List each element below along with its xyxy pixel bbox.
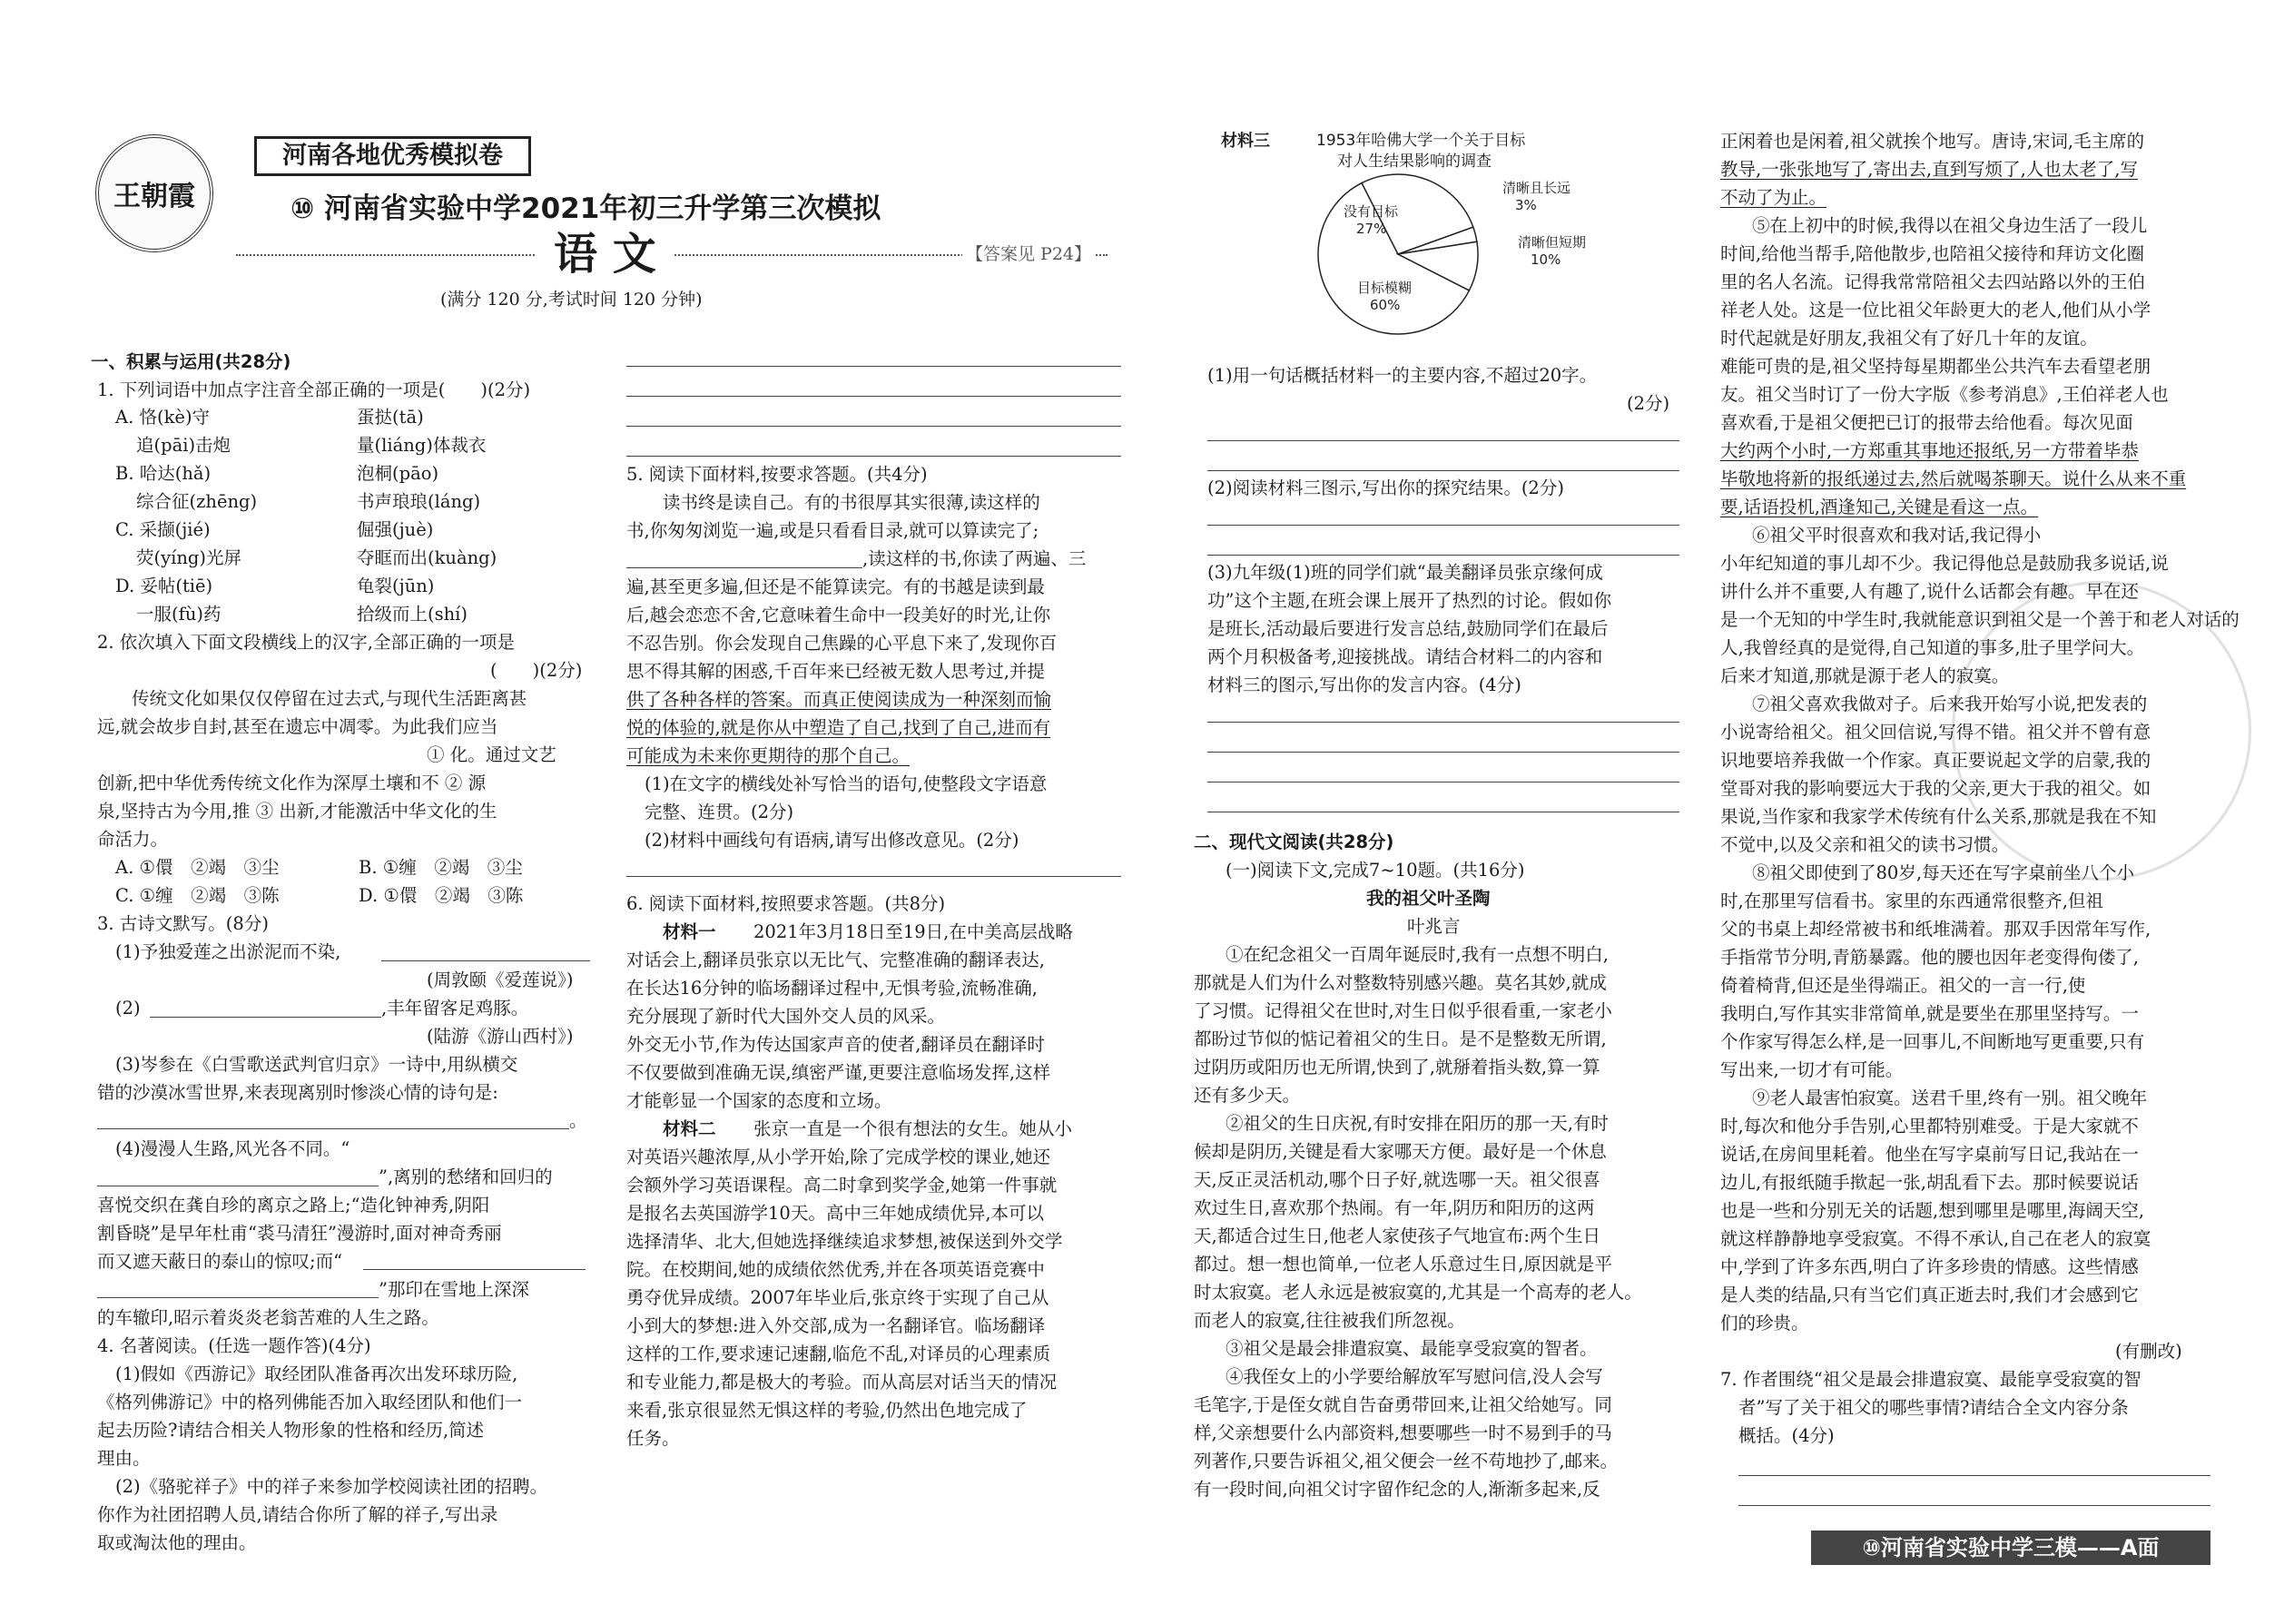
c4-l14: 要,话语投机,酒逢知己,关键是看这一点。 [1720, 497, 2039, 517]
q4-1a: (1)假如《西游记》取经团队准备再次出发环球历险, [115, 1363, 518, 1384]
para-3: ③祖父是最会排遣寂寞、最能享受寂寞的智者。 [1226, 1338, 1598, 1359]
q5-p5: 后,越会恋恋不舍,它意味着生命中一段美好的时光,让你 [626, 605, 1051, 625]
q5-stem: 5. 阅读下面材料,按要求答题。(共4分) [626, 464, 928, 485]
brand-tag: 河南各地优秀模拟卷 [254, 136, 531, 176]
answer-line [1207, 722, 1679, 723]
q2-passage-5: 泉,坚持古为今用,推 ③ 出新,才能激活中华文化的生 [97, 801, 497, 822]
q2-option-a: A. ①儇 ②竭 ③尘 [115, 857, 280, 878]
q1-c4: 夺眶而出(kuàng) [357, 547, 497, 568]
answer-line [1738, 1475, 2210, 1476]
pie-slice-label: 目标模糊 [1357, 280, 1413, 296]
q6-1a: (1)用一句话概括材料一的主要内容,不超过20字。 [1207, 365, 1598, 386]
material-2-p10: 和专业能力,都是极大的考验。而从高层对话当天的情况 [626, 1372, 1058, 1393]
article-note: (有删改) [2115, 1341, 2182, 1362]
c4-l18: 是一个无知的中学生时,我就能意识到祖父是一个善于和老人对话的 [1720, 609, 2240, 630]
para-1-l1: ①在纪念祖父一百周年诞辰时,我有一点想不明白, [1226, 944, 1609, 965]
q5-1a: (1)在文字的横线处补写恰当的语句,使整段文字语意 [645, 773, 1048, 794]
para-1-l5: 过阴历或阳历也无所谓,快到了,就掰着指头数,算一算 [1194, 1057, 1600, 1078]
chart-title-1: 1953年哈佛大学一个关于目标 [1316, 132, 1526, 150]
q2-passage-2: 远,就会故步自封,甚至在遗忘中凋零。为此我们应当 [97, 716, 498, 737]
q5-p8: 供了各种各样的答案。而真正使阅读成为一种深刻而愉 [626, 689, 1052, 710]
material-2-label: 材料二 [663, 1118, 716, 1139]
para-4-l1: ④我侄女上的小学要给解放军写慰问信,没人会写 [1226, 1366, 1603, 1387]
material-1-p5: 外交无小节,作为传达国家声音的使者,翻译员在翻译时 [626, 1034, 1045, 1055]
q6-3b: 功”这个主题,在班会课上展开了热烈的讨论。假如你 [1207, 590, 1612, 611]
c4-l17: 讲什么并不重要,人有趣了,说什么话都会有趣。早在还 [1720, 581, 2139, 602]
q4-2b: 你作为社团招聘人员,请结合你所了解的祥子,写出录 [97, 1504, 498, 1525]
c4-l28: 时,在那里写信看书。家里的东西通常很整齐,但祖 [1720, 891, 2103, 911]
q1-b1: B. 哈达(hǎ) [115, 463, 212, 484]
q2-score: ( )(2分) [490, 660, 583, 681]
para-2-l7: 时太寂寞。老人永远是被寂寞的,尤其是一个高寿的老人。 [1194, 1282, 1642, 1303]
c4-l16: 小年纪知道的事儿却不少。我记得他总是鼓励我多说话,说 [1720, 553, 2169, 574]
q1-b2: 泡桐(pāo) [357, 463, 439, 484]
material-2-p1: 张京一直是一个很有想法的女生。她从小 [753, 1118, 1073, 1139]
material-2-p11: 来看,张京很显然无惧这样的考验,仍然出色地完成了 [626, 1400, 1028, 1421]
q5-blank [626, 567, 862, 568]
c4-l20: 后来才知道,那就是源于老人的寂寞。 [1720, 665, 2010, 686]
q7-l1: 7. 作者围绕“祖父是最会排遣寂寞、最能享受寂寞的智 [1720, 1369, 2141, 1390]
material-2-p6: 院。在校期间,她的成绩依然优秀,并在各项英语竞赛中 [626, 1259, 1045, 1280]
material-1-p6: 不仅要做到准确无误,缜密严谨,更要注意临场发挥,这样 [626, 1062, 1051, 1083]
pie-chart [1307, 163, 1670, 345]
q3-3b: 错的沙漠冰雪世界,来表现离别时惨淡心情的诗句是: [97, 1082, 498, 1103]
c4-l39: 也是一些和分别无关的话题,想到哪里是哪里,海阔天空, [1720, 1200, 2145, 1221]
q1-a1: A. 恪(kè)守 [115, 407, 211, 428]
q3-4-blank-2 [363, 1269, 586, 1270]
q3-4c: 喜悦交织在龚自珍的离京之路上;“造化钟神秀,阴阳 [97, 1195, 490, 1216]
c4-l27: ⑧祖父即使到了80岁,每天还在写字桌前坐八个小 [1752, 862, 2135, 883]
q3-3: (3)岑参在《白雪歌送武判官归京》一诗中,用纵横交 [115, 1054, 518, 1075]
c4-l25: 果说,当作家和我家学术传统有什么关系,那就是我在不知 [1720, 806, 2157, 827]
para-1-l4: 都盼过节似的惦记着祖父的生日。是不是整数无所谓, [1194, 1029, 1607, 1049]
q5-p7: 思不得其解的困惑,千百年来已经被无数人思考过,并提 [626, 661, 1045, 682]
para-2-l6: 都过。想一想也简单,一位老人乐意过生日,原因就是平 [1194, 1254, 1612, 1275]
c4-l40: 就这样静静地享受寂寞。不得不承认,自己在老人的寂寞 [1720, 1228, 2151, 1249]
q1-a4: 量(liáng)体裁衣 [357, 435, 487, 456]
answer-line [1738, 1505, 2210, 1506]
q6-3a: (3)九年级(1)班的同学们就“最美翻译员张京缘何成 [1207, 562, 1603, 583]
q3-4b: ”,离别的愁绪和回归的 [379, 1166, 553, 1187]
q5-p4: 遍,甚至更多遍,但还是不能算读完。有的书越是读到最 [626, 576, 1045, 597]
para-1-l6: 还有多少天。 [1194, 1085, 1301, 1106]
material-3-label: 材料三 [1221, 132, 1270, 151]
brand-badge-text: 王朝霞 [113, 181, 195, 212]
q7-l3: 概括。(4分) [1738, 1425, 1835, 1446]
para-2-l5: 天,都适合过生日,他老人家使孩子气地宣布:两个生日 [1194, 1225, 1600, 1246]
q4-1d: 理由。 [97, 1448, 151, 1469]
para-4-l5: 有一段时间,向祖父讨字留作纪念的人,渐渐多起来,反 [1194, 1479, 1600, 1500]
material-2-p9: 这样的工作,要求速记速翻,临危不乱,对译员的心理素质 [626, 1343, 1051, 1364]
q3-stem: 3. 古诗文默写。(8分) [97, 913, 269, 934]
c4-l19: 人,我曾经真的是觉得,自己知道的事多,肚子里学问大。 [1720, 637, 2145, 658]
c4-l13: 毕敬地将新的报纸递过去,然后就喝茶聊天。说什么从来不重 [1720, 468, 2187, 489]
reading-1-stem: (一)阅读下文,完成7~10题。(共16分) [1226, 860, 1525, 881]
para-2-l4: 欢过生日,喜欢那个热闹。有一年,阴历和阳历的这两 [1194, 1197, 1595, 1218]
material-1-p7: 才能彰显一个国家的态度和立场。 [626, 1090, 892, 1111]
q6-stem: 6. 阅读下面材料,按照要求答题。(共8分) [626, 893, 946, 914]
c4-l35: ⑨老人最害怕寂寞。送君千里,终有一别。祖父晚年 [1752, 1088, 2148, 1108]
q4-stem: 4. 名著阅读。(任选一题作答)(4分) [97, 1335, 371, 1356]
q1-a2: 蛋挞(tā) [357, 407, 424, 428]
pie-slice-value: 27% [1356, 221, 1387, 237]
q5-p2: 书,你匆匆浏览一遍,或是只看看目录,就可以算读完了; [626, 520, 1039, 541]
answer-line [626, 456, 1121, 457]
q1-b4: 书声琅琅(láng) [357, 491, 481, 512]
para-4-l3: 样,父亲想要什么内部资料,想要哪些一时不易到手的马 [1194, 1422, 1612, 1443]
para-2-l2: 候却是阴历,关键是看大家哪天方便。最好是一个休息 [1194, 1141, 1607, 1162]
q1-b3: 综合征(zhēng) [136, 491, 258, 512]
q5-p3: ,读这样的书,你读了两遍、三 [862, 548, 1087, 569]
q6-2: (2)阅读材料三图示,写出你的探究结果。(2分) [1207, 477, 1564, 498]
material-2-p5: 选择清华、北大,但她选择继续追求梦想,被保送到外交学 [626, 1231, 1063, 1252]
q3-1: (1)予独爱莲之出淤泥而不染, [115, 941, 341, 962]
para-2-l8: 而老人的寂寞,往往被我们所忽视。 [1194, 1310, 1465, 1331]
q5-p10: 可能成为未来你更期待的那个自己。 [626, 745, 911, 766]
material-2-p3: 会额外学习英语课程。高二时拿到奖学金,她第一件事就 [626, 1175, 1058, 1196]
material-1-p1: 2021年3月18日至19日,在中美高层战略 [753, 921, 1073, 942]
c4-l32: 我明白,写作其实非常简单,就是要坐在那里坚持写。一 [1720, 1003, 2139, 1024]
answer-line [1207, 555, 1679, 556]
q3-2-line: ,丰年留客足鸡豚。 [381, 998, 529, 1019]
c4-l38: 边儿,有报纸随手揿起一张,胡乱看下去。那时候要说话 [1720, 1172, 2139, 1193]
material-1-p2: 对话会上,翻译员张京以无比气、完整准确的翻译表达, [626, 950, 1045, 970]
c4-l6: 里的名人名流。记得我常常陪祖父去四站路以外的王伯 [1720, 271, 2146, 292]
q1-d3: 一服(fù)药 [136, 604, 222, 625]
q5-2: (2)材料中画线句有语病,请写出修改意见。(2分) [645, 830, 1019, 851]
c4-l15: ⑥祖父平时很喜欢和我对话,我记得小 [1752, 525, 2042, 546]
page-footer-label: ⑩河南省实验中学三模——A面 [1811, 1530, 2210, 1565]
q4-2a: (2)《骆驼祥子》中的祥子来参加学校阅读社团的招聘。 [115, 1476, 548, 1497]
answer-line [1207, 440, 1679, 441]
q7-l2: 者”写了关于祖父的哪些事情?请结合全文内容分条 [1738, 1397, 2129, 1418]
pie-slice-value: 60% [1370, 297, 1401, 313]
q3-2: (2) [115, 998, 141, 1019]
answer-line [1207, 752, 1679, 753]
para-4-l4: 列著作,只要告诉祖父,祖父便会一丝不苟地抄了,邮来。 [1194, 1451, 1619, 1471]
material-1-p4: 充分展现了新时代大国外交人员的风采。 [626, 1006, 946, 1027]
c4-l1: 正闲着也是闲着,祖父就挨个地写。唐诗,宋词,毛主席的 [1720, 131, 2145, 152]
exam-title [290, 191, 881, 227]
c4-l11: 喜欢看,于是祖父便把已订的报带去给他看。每次见面 [1720, 412, 2133, 433]
c4-l9: 难能可贵的是,祖父坚持每星期都坐公共汽车去看望老朋 [1720, 356, 2151, 377]
pie-slice-label: 没有目标 [1344, 203, 1399, 220]
q1-a3: 追(pāi)击炮 [136, 435, 231, 456]
q2-passage-6: 命活力。 [97, 829, 169, 850]
q4-1b: 《格列佛游记》中的格列佛能否加入取经团队和他们一 [97, 1392, 523, 1412]
para-4-l2: 毛笔字,于是侄女就自告奋勇带回来,让祖父给她写。同 [1194, 1394, 1612, 1415]
q4-1c: 起去历险?请结合相关人物形象的性格和经历,简述 [97, 1420, 485, 1441]
article-title: 我的祖父叶圣陶 [1366, 888, 1491, 909]
section-2-heading: 二、现代文阅读(共28分) [1194, 832, 1394, 852]
q1-c1: C. 采撷(jié) [115, 519, 211, 540]
q5-p9: 悦的体验的,就是你从中塑造了自己,找到了自己,进而有 [626, 717, 1051, 738]
c4-l22: 小说寄给祖父。祖父回信说,写得不错。祖父并不曾有意 [1720, 722, 2151, 743]
material-2-p2: 对英语兴趣浓厚,从小学开始,除了完成学校的课业,她还 [626, 1147, 1051, 1167]
q5-p6: 不忍告别。你会发现自己焦躁的心平息下来了,发现你百 [626, 633, 1058, 654]
answer-line [1207, 525, 1679, 526]
pie-slice-label: 清晰且长远 [1502, 180, 1571, 196]
q3-4f: ”那印在雪地上深深 [379, 1279, 529, 1300]
q2-stem: 2. 依次填入下面文段横线上的汉字,全部正确的一项是 [97, 632, 516, 653]
q6-3e: 材料三的图示,写出你的发言内容。(4分) [1207, 674, 1521, 695]
exam-title-text: 河南省实验中学2021年初三升学第三次模拟 [324, 192, 881, 225]
material-1-p3: 在长达16分钟的临场翻译过程中,无惧考验,流畅准确, [626, 978, 1038, 999]
q3-4d: 割昏晓”是早年杜甫“裘马清狂”漫游时,面对神奇秀丽 [97, 1223, 502, 1244]
c4-l41: 中,学到了许多东西,明白了许多珍贵的情感。这些情感 [1720, 1256, 2139, 1277]
answer-ref: 【答案见 P24】 [962, 241, 1095, 269]
q3-3-end: 。 [569, 1110, 587, 1131]
c4-l3: 不动了为止。 [1720, 187, 1827, 208]
q3-1-blank [381, 960, 590, 961]
q2-passage-1: 传统文化如果仅仅停留在过去式,与现代生活距离甚 [132, 688, 527, 709]
q1-stem: 1. 下列词语中加点字注音全部正确的一项是( )(2分) [97, 379, 531, 400]
q6-3d: 两个月积极备考,迎接挑战。请结合材料二的内容和 [1207, 646, 1603, 667]
c4-l34: 写出来,一切才有可能。 [1720, 1059, 1904, 1080]
c4-l23: 识地要培养我做一个作家。真正要说起文学的启蒙,我的 [1720, 750, 2151, 771]
material-2-p4: 是报名去英国游学10天。高中三年她成绩优异,本可以 [626, 1203, 1045, 1224]
c4-l42: 是人类的结晶,只有当它们真正逝去时,我们才会感到它 [1720, 1284, 2139, 1305]
c4-l8: 时代起就是好朋友,我祖父有了好几十年的友谊。 [1720, 328, 2098, 349]
para-2-l1: ②祖父的生日庆祝,有时安排在阳历的那一天,有时 [1226, 1113, 1609, 1134]
q2-option-b: B. ①缠 ②竭 ③尘 [359, 857, 523, 878]
material-2-p8: 小到大的梦想:进入外交部,成为一名翻译官。临场翻译 [626, 1315, 1046, 1336]
q2-option-d: D. ①儇 ②竭 ③陈 [359, 885, 524, 906]
pie-slice-label: 清晰但短期 [1518, 234, 1587, 251]
q3-3-blank [97, 1128, 569, 1129]
q1-d2: 龟裂(jūn) [357, 576, 435, 596]
c4-l24: 堂哥对我的影响要远大于我的父亲,更大于我的祖父。如 [1720, 778, 2151, 799]
material-2-p7: 勇夺优异成绩。2007年毕业后,张京终于实现了自己从 [626, 1287, 1049, 1308]
pie-slice-value: 3% [1515, 197, 1537, 213]
c4-l43: 们的珍贵。 [1720, 1313, 1809, 1334]
c4-l5: 时间,给他当帮手,陪他散步,也陪祖父接待和拜访文化圈 [1720, 243, 2145, 264]
material-1-label: 材料一 [663, 921, 716, 942]
q1-c3: 荧(yíng)光屏 [136, 547, 242, 568]
c4-l12: 大约两个小时,一方郑重其事地还报纸,另一方带着毕恭 [1720, 440, 2139, 461]
chart-title-2: 对人生结果影响的调查 [1337, 153, 1492, 171]
c4-l29: 父的书桌上却经常被书和纸堆满着。那双手因常年写作, [1720, 919, 2151, 940]
exam-meta: (满分 120 分,考试时间 120 分钟) [440, 290, 703, 310]
q3-4e: 而又遮天蔽日的泰山的惊叹;而“ [97, 1251, 343, 1272]
q4-2c: 取或淘汰他的理由。 [97, 1532, 257, 1553]
c4-l33: 个作家写得怎么样,是一回事儿,不间断地写更重要,只有 [1720, 1031, 2145, 1052]
q2-passage-3: ① 化。通过文艺 [427, 744, 556, 765]
c4-l31: 倚着椅背,但还是坐得端正。祖父的一言一行,使 [1720, 975, 2086, 996]
q6-1-score: (2分) [1627, 393, 1670, 414]
c4-l7: 祥老人处。这是一位比祖父年龄更大的老人,他们从小学 [1720, 300, 2151, 320]
q2-passage-4: 创新,把中华优秀传统文化作为深厚土壤和不 ② 源 [97, 773, 487, 793]
material-2-p12: 任务。 [626, 1428, 680, 1449]
q6-3c: 是班长,活动最后要进行发言总结,鼓励同学们在最后 [1207, 618, 1609, 639]
para-1-l2: 那就是人们为什么对整数特别感兴趣。莫名其妙,就成 [1194, 972, 1607, 993]
c4-l2: 教导,一张张地写了,寄出去,直到写烦了,人也太老了,写 [1720, 159, 2138, 180]
answer-line [626, 366, 1121, 367]
q2-option-c: C. ①缠 ②竭 ③陈 [115, 885, 280, 906]
pie-slice-value: 10% [1531, 251, 1561, 268]
section-1-heading: 一、积累与运用(共28分) [91, 351, 291, 372]
q5-1b: 完整、连贯。(2分) [645, 802, 794, 822]
para-1-l3: 了习惯。记得祖父在世时,对生日似乎很看重,一家老小 [1194, 1000, 1612, 1021]
c4-l4: ⑤在上初中的时候,我得以在祖父身边生活了一段儿 [1752, 215, 2148, 236]
q3-4: (4)漫漫人生路,风光各不同。“ [115, 1138, 350, 1159]
c4-l26: 不觉中,以及父亲和祖父的读书习惯。 [1720, 834, 2010, 855]
q3-4g: 的车辙印,昭示着炎炎老翁苦难的人生之路。 [97, 1307, 439, 1328]
q3-2-blank [150, 1017, 381, 1018]
c4-l10: 友。祖父当时订了一份大字版《参考消息》,王伯祥老人也 [1720, 384, 2169, 405]
q3-2-source: (陆游《游山西村》) [427, 1026, 574, 1047]
c4-l30: 手指常节分明,青筋暴露。他的腰也因年老变得佝偻了, [1720, 947, 2139, 968]
subject-title: 语 文 [536, 227, 674, 281]
q1-c2: 倔强(juè) [357, 519, 434, 540]
q5-p1: 读书终是读自己。有的书很厚其实很薄,读这样的 [663, 492, 1040, 513]
answer-line [626, 876, 1121, 877]
q1-d4: 拾级而上(shí) [357, 604, 468, 625]
q1-d1: D. 妥帖(tiē) [115, 576, 213, 596]
answer-line [1207, 470, 1679, 471]
q3-1-source: (周敦颐《爱莲说》) [427, 969, 574, 990]
answer-line [626, 396, 1121, 397]
q3-4-blank-3 [97, 1297, 379, 1298]
answer-line [626, 426, 1121, 427]
exam-number: ⑩ [290, 192, 315, 225]
article-author: 叶兆言 [1407, 916, 1461, 937]
c4-l36: 时,每次和他分手告别,心里都特别难受。于是大家就不 [1720, 1116, 2139, 1137]
brand-logo [95, 134, 213, 252]
para-2-l3: 天,反正灵活机动,哪个日子好,就选哪一天。祖父很喜 [1194, 1169, 1600, 1190]
c4-l21: ⑦祖父喜欢我做对子。后来我开始写小说,把发表的 [1752, 694, 2148, 714]
c4-l37: 说话,在房间里耗着。他坐在写字桌前写日记,我站在一 [1720, 1144, 2139, 1165]
